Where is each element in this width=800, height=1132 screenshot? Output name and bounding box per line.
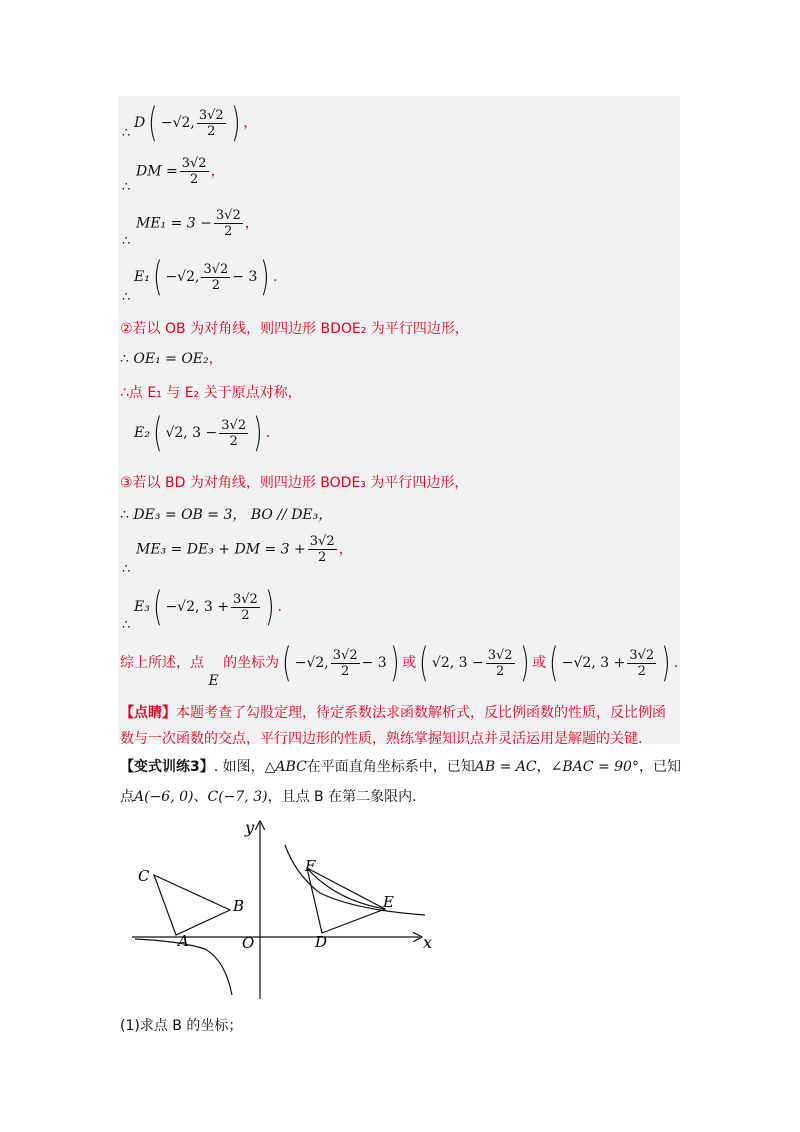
therefore-symbol: ∴ — [122, 234, 131, 249]
comment-line-1: 【点睛】本题考查了勾股定理，待定系数法求函数解析式，反比例函数的性质，反比例函 — [120, 705, 666, 721]
comment-line-2: 数与一次函数的交点，平行四边形的性质，熟练掌握知识点并灵活运用是解题的关键. — [120, 731, 643, 747]
therefore-symbol: ∴ — [122, 562, 131, 577]
case-3-text: ③若以 BD 为对角线，则四边形 BODE₃ 为平行四边形， — [120, 475, 469, 491]
symmetry-text: ∴点 E₁ 与 E₂ 关于原点对称， — [120, 385, 302, 401]
therefore-symbol: ∴ — [122, 618, 131, 633]
problem-line-2: 点A(−6, 0)、C(−7, 3)，且点 B 在第二象限内. — [120, 789, 417, 805]
label-b: B — [233, 897, 245, 915]
label-o: O — [242, 934, 255, 952]
label-a: A — [178, 932, 189, 950]
therefore-symbol: ∴ — [122, 290, 131, 305]
therefore-symbol: ∴ — [122, 126, 131, 141]
point-e3-coordinate: E₃( −√2, 3 + $\frac{3√2}{2}$ ) . — [134, 584, 282, 630]
point-e1-coordinate: E₁( −√2, $\frac{3√2}{2}$ − 3) . — [134, 254, 278, 300]
oe-equation: ∴ OE₁ = OE₂， — [120, 351, 223, 367]
label-d: D — [315, 933, 328, 951]
case-2-text: ②若以 OB 为对角线，则四边形 BDOE₂ 为平行四边形， — [120, 321, 469, 337]
label-x: x — [423, 933, 433, 952]
triangle-abc — [154, 875, 230, 935]
me3-equation: ME₃ = DE₃ + DM = 3 + $\frac{3√2}{2}$ ， — [136, 534, 353, 565]
label-c: C — [138, 867, 150, 885]
therefore-symbol: ∴ — [122, 180, 131, 195]
triangle-def — [307, 868, 385, 933]
label-e: E — [383, 893, 394, 911]
point-d-coordinate: D( −√2, $\frac{3√2}{2}$ ) ， — [134, 100, 258, 146]
label-f: F — [305, 857, 316, 875]
dm-equation: DM = $\frac{3√2}{2}$ ， — [136, 156, 225, 187]
point-e2-coordinate: E₂( √2, 3 − $\frac{3√2}{2}$ ) . — [134, 410, 271, 456]
coordinate-figure — [120, 815, 450, 1005]
fraction: $\frac{3√2}{2}$ — [198, 107, 224, 139]
problem-line-1: 【变式训练3】. 如图，△ABC在平面直角坐标系中，已知AB = AC，∠BAC = 90°，已知 — [120, 759, 681, 775]
me1-equation: ME₁ = 3 − $\frac{3√2}{2}$ ， — [136, 208, 259, 239]
hyperbola-right — [285, 845, 425, 915]
label-y: y — [245, 818, 255, 837]
summary-line: 综上所述，点 E 的坐标为( −√2, $\frac{3√2}{2}$ − 3) 或( √2, 3 − $\frac{3√2}{2}$ ) 或( −√2, 3 + $\frac{3√2}{2}$ ) . — [120, 640, 679, 689]
de3-equation: ∴ DE₃ = OB = 3， BO // DE₃， — [120, 507, 333, 523]
question-1: (1)求点 B 的坐标； — [120, 1018, 243, 1034]
